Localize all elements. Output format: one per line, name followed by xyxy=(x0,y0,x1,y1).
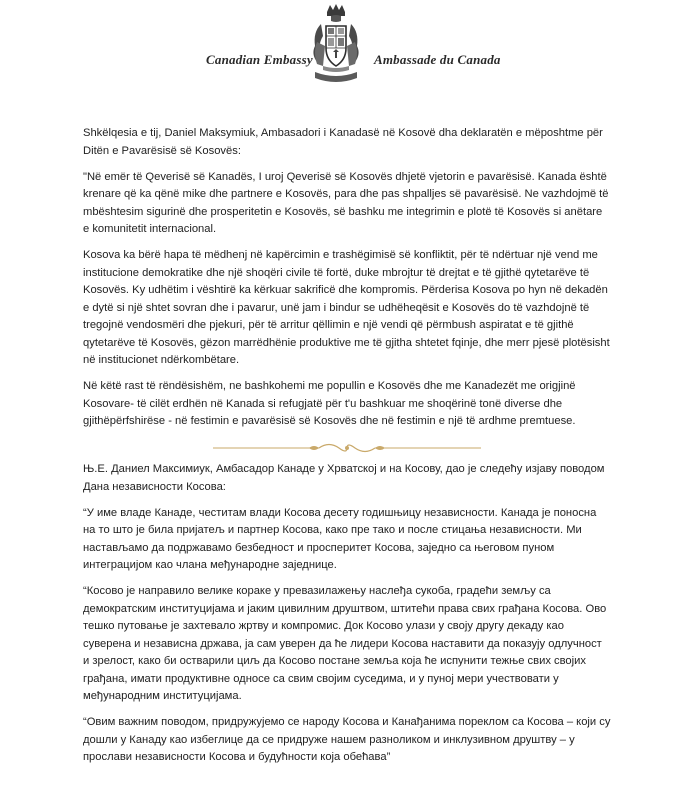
serbian-paragraph-3: “Овим важним поводом, придружујемо се народу Косова и Канађанима пореклом са Косова – који су дошли у Канаду као избеглице да се придруже нашем разноликом и инклузивном друштву – у прослави независности Косова и будућности која обећава” xyxy=(83,716,611,763)
albanian-paragraph-2: Kosova ka bërë hapa të mëdhenj në kapërcimin e trashëgimisë së konfliktit, për të ndërtuar një vend me institucione demokratike dhe një shoqëri civile të fortë, duke mbrojtur të drejtat e të gjithë qytetarëve të Kosovës. Ky udhëtim i vështirë ka kërkuar sakrificë dhe kompromis. Përderisa Kosova po hyn në dekadën e dytë si një shtet sovran dhe i pavarur, unë jam i bindur se udhëheqësit e Kosovës do të vazhdojnë të tregojnë vendosmëri dhe pjekuri, për të arritur qëllimin e një vendi që përmbush aspiratat e të gjithë qytetarëve të Kosovës, gëzon marrëdhënie produktive me të gjitha shtetet fqinje, dhe merr pjesë plotësisht në institucionet ndërkombëtare. xyxy=(83,249,610,366)
canadian-coat-of-arms-icon xyxy=(307,2,365,88)
flourish-divider-icon xyxy=(83,439,611,457)
albanian-paragraph-1: "Në emër të Qeverisë së Kanadës, I uroj Qeverisë së Kosovës dhjetë vjetorin e pavarësisë. Kanada është krenare që ka qënë mike dhe partnere e Kosovës, para dhe pas shpalljes së pavarësisë. Ne vazhdojmë të mbështesim sigurinë dhe prosperitetin e Kosovës, së bashku me integrimin e plotë të Kosovës si anëtare e komunitetit internacional. xyxy=(83,170,609,235)
albanian-intro: Shkëlqesia e tij, Daniel Maksymiuk, Ambasadori i Kanadasë në Kosovë dha deklaratën e mëposhtme për Ditën e Pavarësisë së Kosovës: xyxy=(83,127,603,157)
serbian-statement xyxy=(83,461,611,767)
serbian-paragraph-1: “У име владе Канаде, честитам влади Косова десету годишњицу независности. Канада је поносна на то што је била пријатељ и партнер Косова, како пре тако и после стицања независности. Ми настављамо да подржавамо безбедност и просперитет Косова, заједно са његовом пуном интеграцијом као члана међународне заједнице. xyxy=(83,506,597,571)
ornamental-divider xyxy=(83,439,611,461)
albanian-statement xyxy=(83,125,611,431)
letterhead-right-text: Ambassade du Canada xyxy=(374,52,501,67)
albanian-paragraph-3: Në këtë rast të rëndësishëm, ne bashkohemi me popullin e Kosovës dhe me Kanadezët me origjinë Kosovare- të cilët erdhën në Kanada si refugjatë për t'u bashkuar me shoqërinë tonë diverse dhe gjithëpërfshirëse - në festimin e pavarësisë së Kosovës dhe në festimin e një të ardhme premtuese. xyxy=(83,380,576,427)
letterhead xyxy=(0,0,689,100)
statement-content xyxy=(83,125,611,775)
serbian-intro: Њ.Е. Даниел Максимиук, Амбасадор Канаде у Хрватској и на Косову, дао је следећу изјаву поводом Дана независности Косова: xyxy=(83,463,605,493)
serbian-paragraph-2: “Косово је направило велике кораке у превазилажењу наслеђа сукоба, градећи земљу са демократским институцијама и јаким цивилним друштвом, штитећи права свих грађана Косова. Ово тешко путовање је захтевало жртву и компромис. Док Косово улази у своју другу декаду као суверена и независна држава, ја сам уверен да ће лидери Косова наставити да показују одлучност и зрелост, како би остварили циљ да Косово постане земља која ће испунити тежње свих својих грађана, имати продуктивне односе са свим својим суседима, и у пуној мери учествовати у међународним институцијама. xyxy=(83,585,607,702)
letterhead-left-text: Canadian Embassy xyxy=(206,52,313,67)
